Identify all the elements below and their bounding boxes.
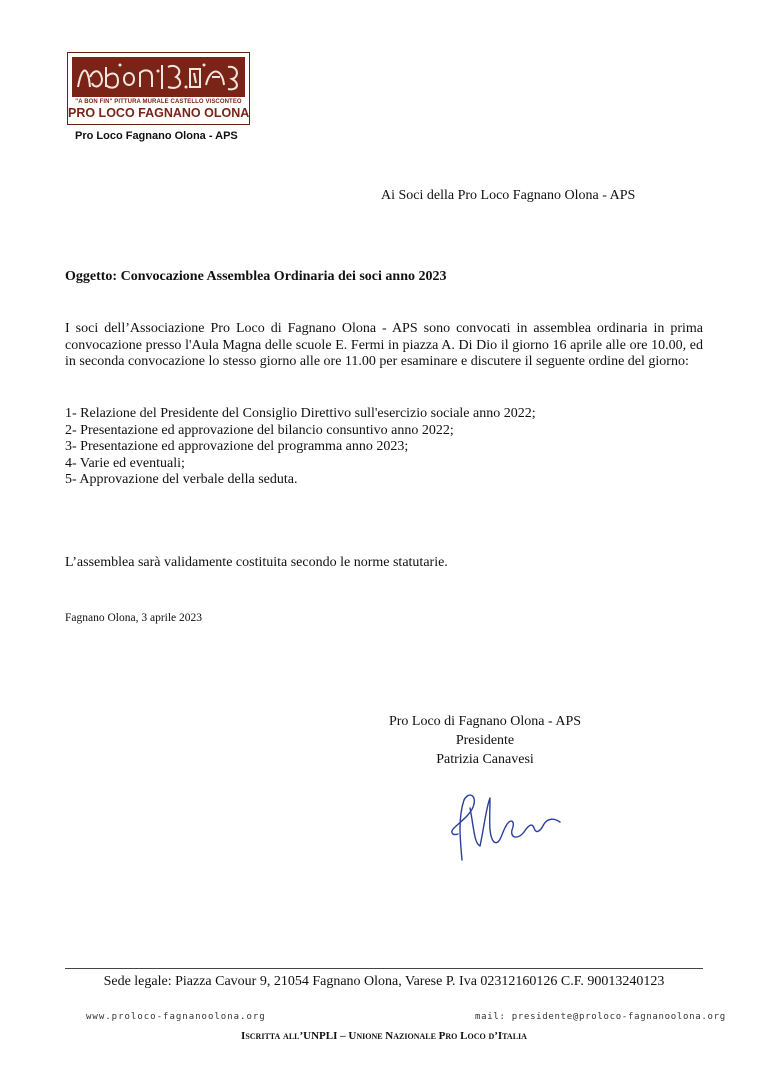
footer-divider — [65, 968, 703, 969]
handwritten-signature — [440, 788, 565, 868]
footer-website: www.proloco-fagnanoolona.org — [86, 1012, 266, 1022]
agenda-item: 2- Presentazione ed approvazione del bilancio consuntivo anno 2022; — [65, 422, 454, 438]
body-paragraph: I soci dell’Associazione Pro Loco di Fagnano Olona - APS sono convocati in assemblea ordinaria in prima convocazione presso l'Aula Magna delle scuole E. Fermi in piazza A. Di Dio il giorno 16 aprile alle ore 10.00, ed in seconda convocazione lo stesso giorno alle ore 11.00 per esaminare e discutere il seguente ordine del giorno: — [65, 321, 703, 369]
org-caption: Pro Loco Fagnano Olona - APS — [75, 130, 238, 142]
logo-motto: "A BON FIN" PITTURA MURALE CASTELLO VISCONTEO — [75, 99, 242, 105]
agenda-item: 3- Presentazione ed approvazione del programma anno 2023; — [65, 439, 409, 454]
agenda-item: 4- Varie ed eventuali; — [65, 455, 185, 471]
sign-org: Pro Loco di Fagnano Olona - APS — [388, 714, 582, 729]
footer-email: mail: presidente@proloco-fagnanoolona.org — [475, 1012, 726, 1022]
mural-lettering-image — [72, 57, 245, 97]
logo-name: PRO LOCO FAGNANO OLONA — [68, 106, 250, 120]
sign-name: Patrizia Canavesi — [436, 752, 534, 767]
agenda-item: 5- Approvazione del verbale della seduta. — [65, 472, 298, 487]
place-date: Fagnano Olona, 3 aprile 2023 — [65, 612, 203, 624]
subject-line: Oggetto: Convocazione Assemblea Ordinaria dei soci anno 2023 — [65, 269, 447, 284]
signature-block — [340, 712, 630, 769]
pro-loco-logo — [67, 52, 250, 125]
validity-statement: L’assemblea sarà validamente costituita secondo le norme statutarie. — [65, 555, 448, 570]
agenda-list — [65, 406, 536, 489]
footer-unpli: Iscritta all’UNPLI – Unione Nazionale Pro Loco d’Italia — [241, 1030, 527, 1042]
addressee: Ai Soci della Pro Loco Fagnano Olona - APS — [381, 188, 636, 203]
footer-legal: Sede legale: Piazza Cavour 9, 21054 Fagnano Olona, Varese P. Iva 02312160126 C.F. 90013240123 — [103, 974, 665, 989]
sign-role: Presidente — [455, 733, 515, 748]
agenda-item: 1- Relazione del Presidente del Consiglio Direttivo sull'esercizio sociale anno 2022; — [65, 406, 536, 421]
